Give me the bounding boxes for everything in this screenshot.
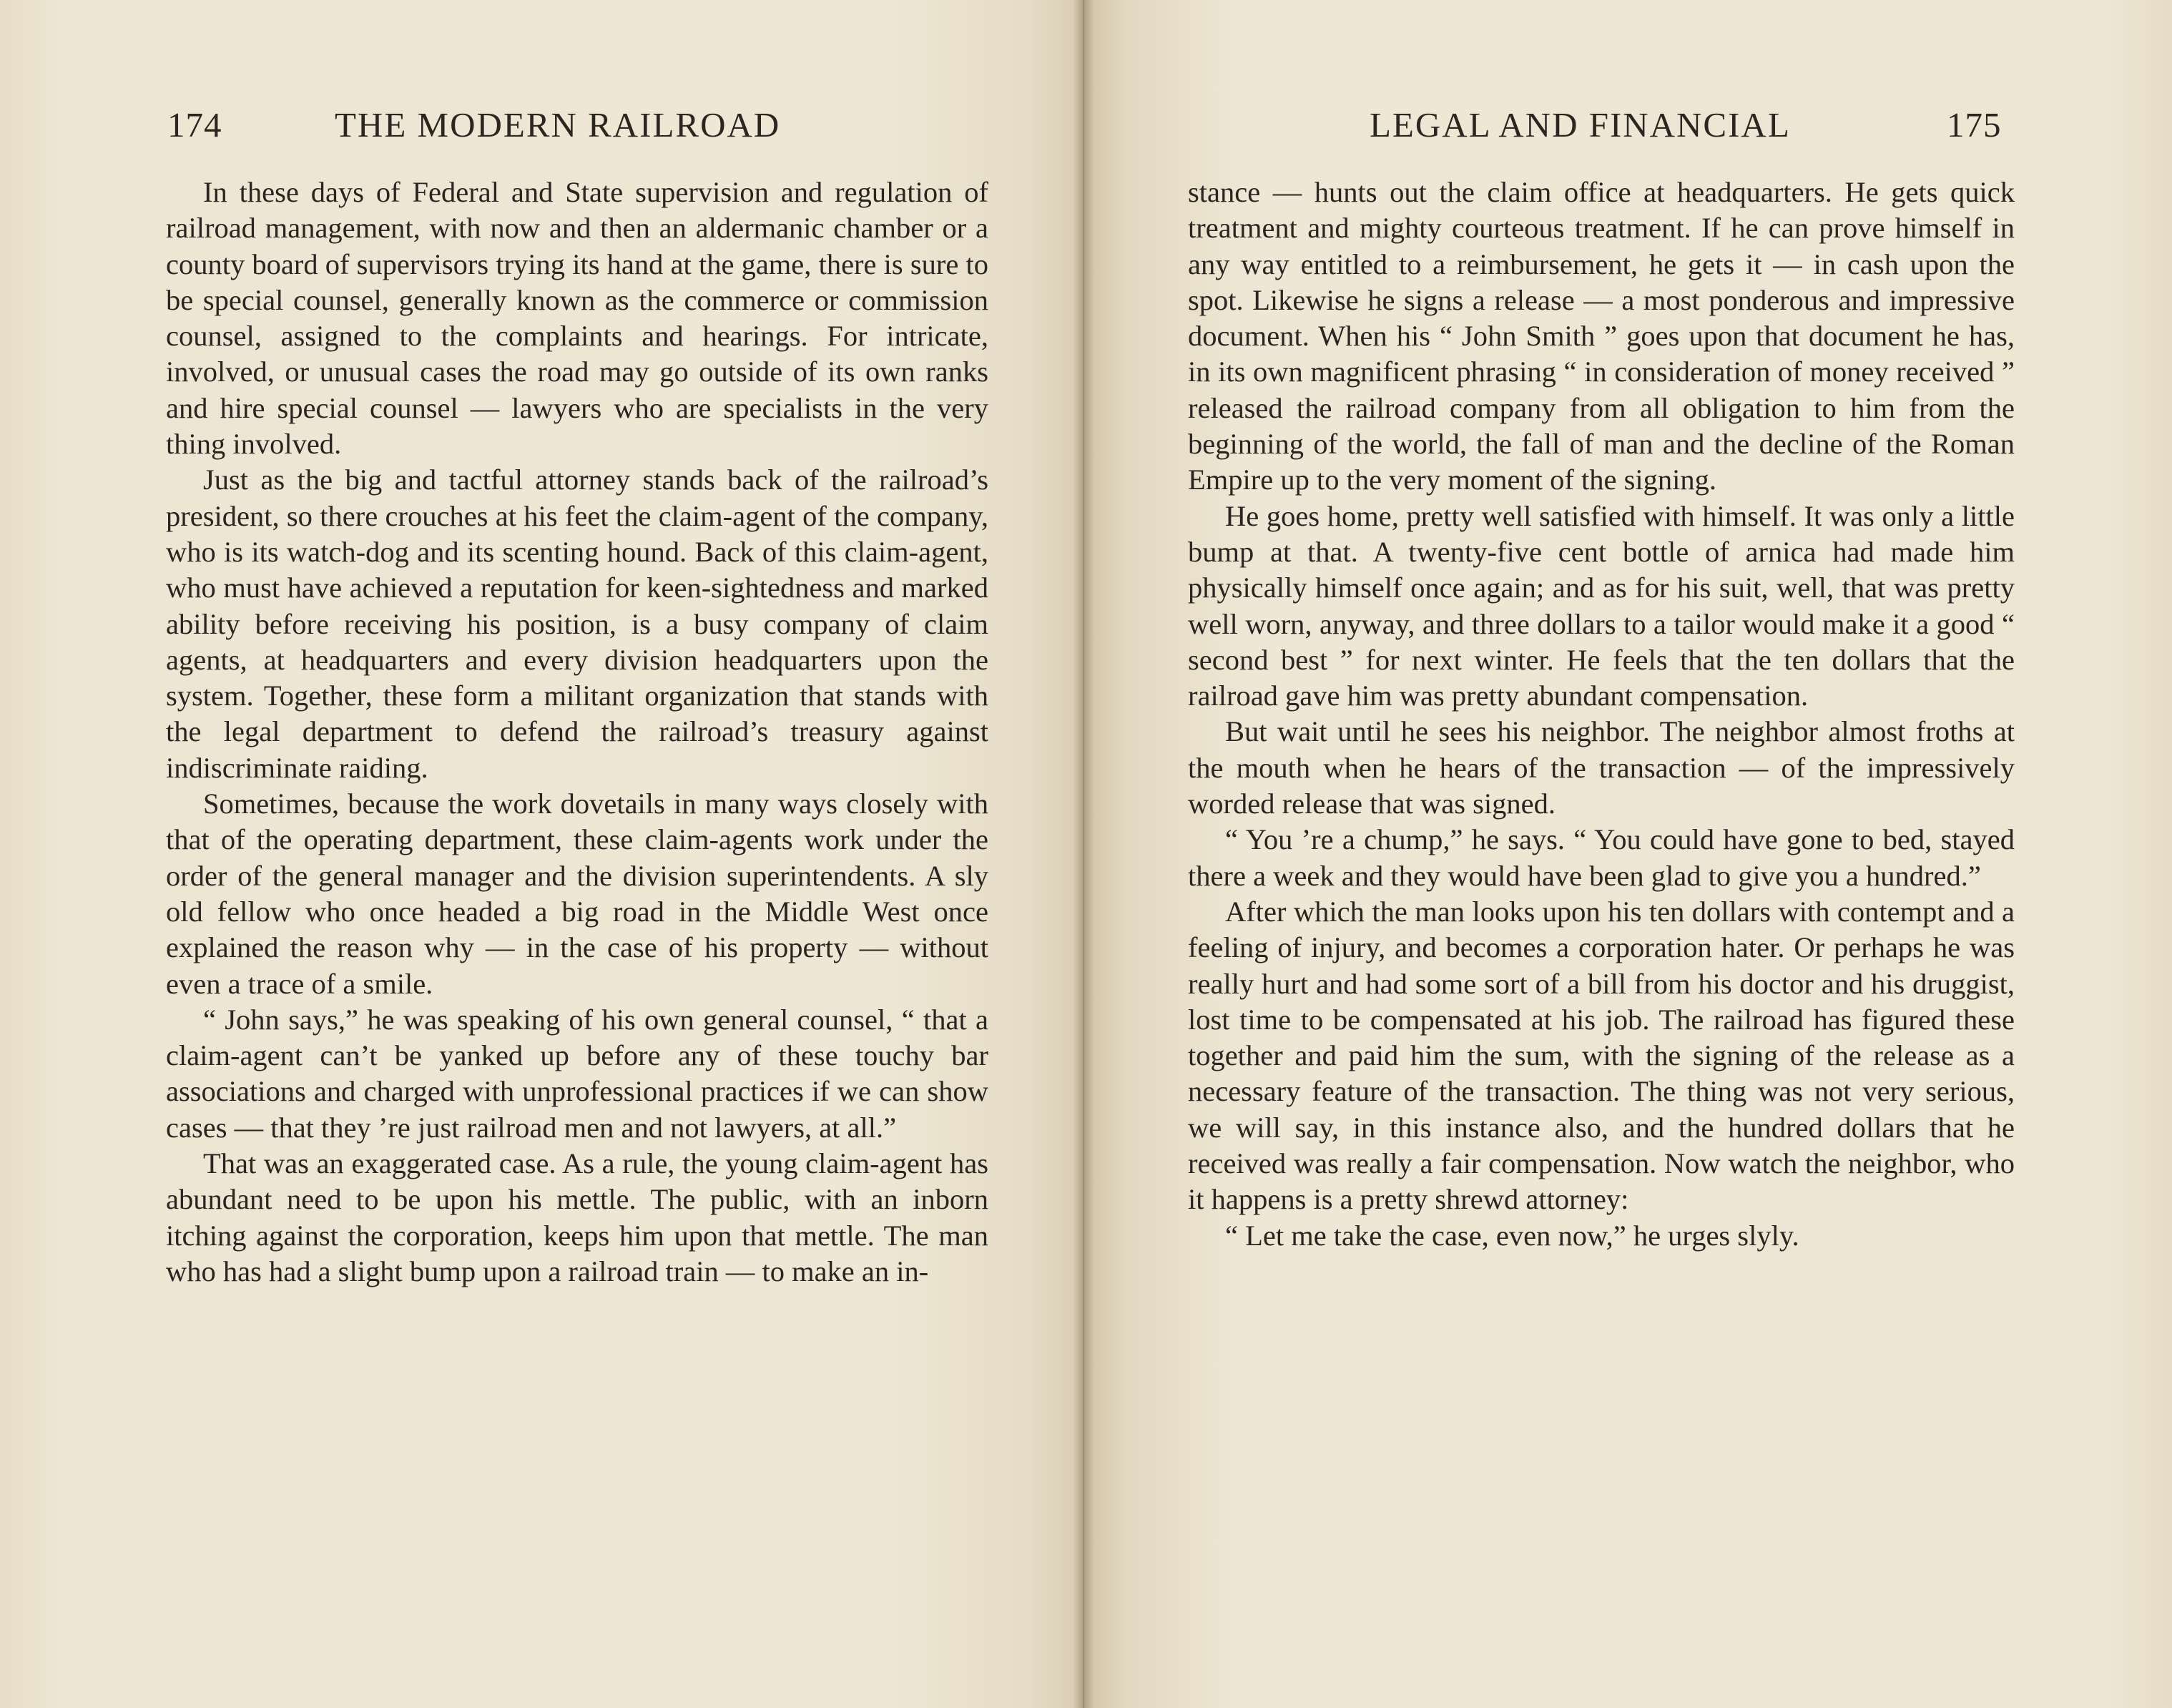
page-number: 174 — [167, 105, 222, 144]
running-head: LEGAL AND FINANCIAL — [1370, 105, 1791, 144]
paragraph: Just as the big and tactful attorney stands back of the railroad’s president, so there crouches at his feet the claim-agent of the company, who is its watch-dog and its scenting hound. Back of this claim-agent, who must have achieved a reputation for keen-sightedness and marked ability before receiving his position, is a busy company of claim agents, at headquarters and every division headquarters upon the system. Together, these form a militant organization that stands with the legal department to defend the railroad’s treasury against indiscriminate raiding. — [166, 463, 988, 784]
paragraph: He goes home, pretty well satisfied with himself. It was only a little bump at that. A twenty-five cent bottle of arnica had made him physically himself once again; and as for his suit, well, that was pretty well worn, anyway, and three dollars to a tailor would make it a good “ second best ” for next winter. He feels that the ten dollars that the railroad gave him was pretty abundant compensation. — [1188, 499, 2015, 712]
running-head: THE MODERN RAILROAD — [335, 105, 781, 144]
paragraph: Sometimes, because the work dovetails in many ways closely with that of the operating department, these claim-agents work under the order of the general manager and the division superintendents. A sly old fellow who once headed a big road in the Middle West once explained the reason why — in the case of his property — without even a trace of a smile. — [166, 787, 988, 1000]
paragraph: “ John says,” he was speaking of his own general counsel, “ that a claim-agent can’t be yanked up before any of these touchy bar associations and charged with unprofessional practices if we can show cases — that they ’re just railroad men and not lawyers, at all.” — [166, 1003, 988, 1144]
page-body — [166, 175, 988, 1290]
paragraph: After which the man looks upon his ten dollars with contempt and a feeling of injury, and becomes a corporation hater. Or perhaps he was really hurt and had some sort of a bill from his doctor and his druggist, lost time to be compensated at his job. The railroad has figured these together and paid him the sum, with the signing of the release as a necessary feature of the transaction. The thing was not very serious, we will say, in this instance also, and the hundred dollars that he received was really a fair compensation. Now watch the neighbor, who it happens is a pretty shrewd attorney: — [1188, 895, 2015, 1216]
right-page — [1083, 0, 2172, 1708]
paragraph: stance — hunts out the claim office at headquarters. He gets quick treatment and mighty courteous treatment. If he can prove himself in any way entitled to a reimbursement, he gets it — in cash upon the spot. Likewise he signs a release — a most ponderous and impressive document. When his “ John Smith ” goes upon that document he has, in its own magnificent phrasing “ in consideration of money received ” released the railroad company from all obligation to him from the beginning of the world, the fall of man and the decline of the Roman Empire up to the very moment of the signing. — [1188, 176, 2015, 496]
paragraph: “ You ’re a chump,” he says. “ You could have gone to bed, stayed there a week and they would have been glad to give you a hundred.” — [1188, 823, 2015, 892]
paragraph: That was an exaggerated case. As a rule, the young claim-agent has abundant need to be upon his mettle. The public, with an inborn itching against the corporation, keeps him upon that mettle. The man who has had a slight bump upon a railroad train — to make an in- — [166, 1147, 988, 1287]
paragraph: “ Let me take the case, even now,” he urges slyly. — [1225, 1219, 1799, 1252]
book-gutter — [1073, 0, 1094, 1708]
page-body — [1188, 175, 2015, 1254]
paragraph: But wait until he sees his neighbor. The neighbor almost froths at the mouth when he hears of the transaction — of the impressively worded release that was signed. — [1188, 715, 2015, 820]
paragraph: In these days of Federal and State supervision and regulation of railroad management, with now and then an aldermanic chamber or a county board of supervisors trying its hand at the game, there is sure to be special counsel, generally known as the commerce or commission counsel, assigned to the complaints and hearings. For intricate, involved, or unusual cases the road may go outside of its own ranks and hire special counsel — lawyers who are specialists in the very thing involved. — [166, 176, 988, 461]
left-page — [0, 0, 1083, 1708]
page-number: 175 — [1947, 105, 2002, 144]
